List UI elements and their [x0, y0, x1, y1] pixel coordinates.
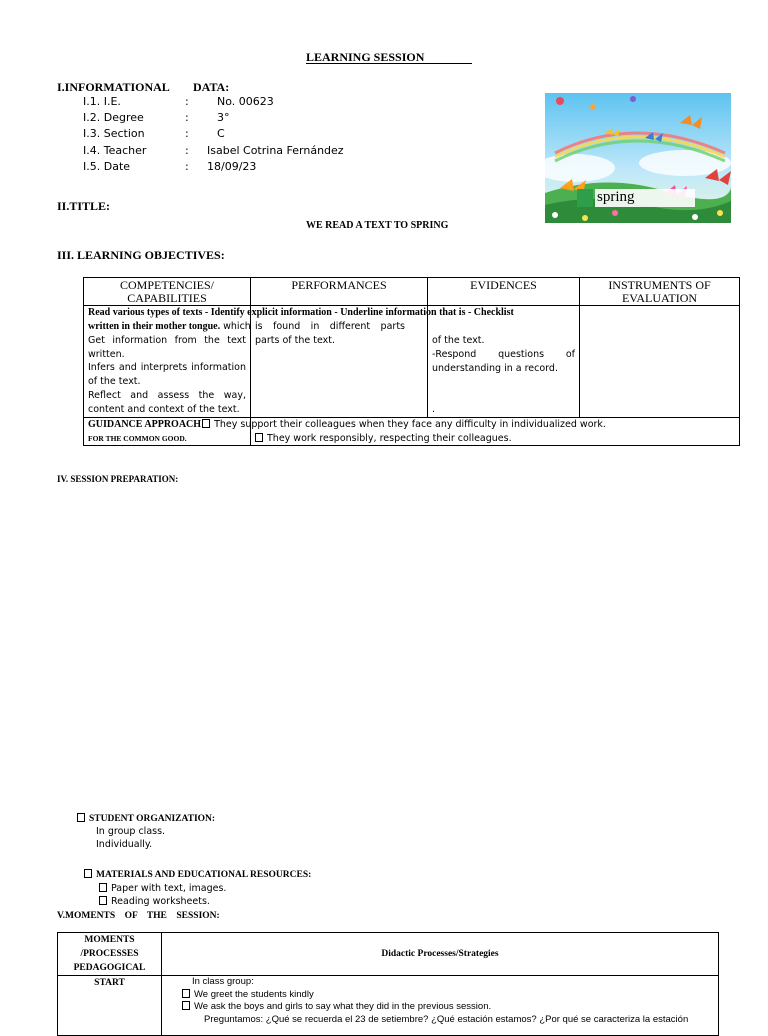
bullet-icon	[182, 989, 190, 998]
section2-heading: II.TITLE:	[57, 199, 111, 213]
spring-caption: spring	[597, 189, 635, 205]
section1-heading: I.INFORMATIONAL	[57, 80, 170, 94]
bullet-icon	[255, 433, 263, 442]
bullet-icon	[77, 813, 85, 822]
competency-line: written.	[88, 348, 125, 360]
performance-line: parts of the text.	[255, 335, 336, 346]
section4-heading: IV. SESSION PREPARATION:	[57, 474, 179, 484]
material-item: Paper with text, images.	[99, 883, 226, 894]
bullet-icon	[84, 869, 92, 878]
spring-illustration	[545, 93, 731, 223]
competency-line: Get information from the text	[88, 335, 246, 346]
strategy-line: Preguntamos: ¿Qué se recuerda el 23 de setiembre? ¿Qué estación estamos? ¿Por qué se caracteriza la estación	[204, 1013, 689, 1025]
info-key: I.4. Teacher	[83, 144, 147, 157]
org-item: In group class.	[96, 826, 166, 837]
section5-heading: V.MOMENTS OF THE SESSION:	[57, 911, 220, 921]
section3-heading: III. LEARNING OBJECTIVES:	[57, 248, 225, 262]
moments-table	[57, 932, 719, 1036]
info-colon: :	[185, 95, 189, 108]
instruments-cell	[580, 306, 740, 418]
session-title: WE READ A TEXT TO SPRING	[306, 220, 449, 231]
strategy-line: We ask the boys and girls to say what they did in the previous session.	[162, 1001, 718, 1014]
guidance-sub: FOR THE COMMON GOOD.	[88, 434, 187, 443]
bullet-icon	[99, 896, 107, 905]
info-colon: :	[185, 111, 189, 124]
competency-line: content and context of the text.	[88, 403, 240, 415]
info-colon: :	[185, 127, 189, 140]
strategies-header: Didactic Processes/Strategies	[162, 933, 719, 976]
header-competencies: COMPETENCIES/ CAPABILITIES	[84, 278, 251, 306]
evidence-line: understanding in a record.	[432, 363, 558, 374]
performance-line: is found in different parts	[255, 321, 405, 332]
competency-line-bold-2: written in their mother tongue.	[88, 321, 221, 332]
moments-header: MOMENTS /PROCESSES PEDAGOGICAL	[58, 933, 162, 976]
org-item: Individually.	[96, 839, 153, 850]
strategy-line: We greet the students kindly	[162, 989, 718, 1002]
materials-heading: MATERIALS AND EDUCATIONAL RESOURCES:	[84, 869, 311, 880]
info-key: I.1. I.E.	[83, 95, 121, 108]
start-label: START	[58, 976, 162, 1036]
student-organization-heading: STUDENT ORGANIZATION:	[77, 813, 215, 824]
header-instruments: INSTRUMENTS OF EVALUATION	[580, 278, 740, 306]
evidences-cell	[428, 306, 580, 418]
material-item: Reading worksheets.	[99, 896, 210, 907]
strategy-line: In class group:	[192, 976, 254, 987]
bullet-icon	[99, 883, 107, 892]
info-key: I.2. Degree	[83, 111, 144, 124]
info-colon: :	[185, 144, 189, 157]
performances-cell	[251, 306, 428, 418]
title-underline	[306, 63, 472, 64]
bullet-icon	[202, 419, 210, 428]
start-strategies	[162, 976, 719, 1036]
header-performances: PERFORMANCES	[251, 278, 428, 306]
guidance-item: They support their colleagues when they face any difficulty in individualized work.	[214, 419, 606, 430]
bullet-icon	[182, 1001, 190, 1010]
info-value: 3°	[217, 111, 230, 124]
header-evidences: EVIDENCES	[428, 278, 580, 306]
info-value: C	[217, 127, 225, 140]
info-value: Isabel Cotrina Fernández	[207, 144, 344, 157]
guidance-label: GUIDANCE APPROACH	[88, 419, 202, 430]
info-value: 18/09/23	[207, 160, 257, 173]
info-key: I.5. Date	[83, 160, 131, 173]
objectives-table	[83, 277, 740, 446]
competency-line: Infers and interprets information	[88, 362, 246, 374]
guidance-item: They work responsibly, respecting their colleagues.	[267, 433, 512, 444]
competency-line-rest: which	[220, 321, 251, 332]
info-value: No. 00623	[217, 95, 274, 108]
evidence-line: of the text.	[432, 335, 485, 346]
competency-line-bold: Read various types of texts - Identify explicit information - Underline information that is - Checklist	[88, 307, 514, 318]
competency-line: of the text.	[88, 376, 141, 388]
info-colon: :	[185, 160, 189, 173]
document-title: LEARNING SESSION	[306, 50, 425, 64]
evidence-line: .	[432, 404, 436, 415]
evidence-line: -Respond questions of	[432, 349, 575, 360]
info-key: I.3. Section	[83, 127, 145, 140]
competency-line: Reflect and assess the way,	[88, 389, 246, 401]
section1-heading-data: DATA:	[193, 80, 230, 94]
